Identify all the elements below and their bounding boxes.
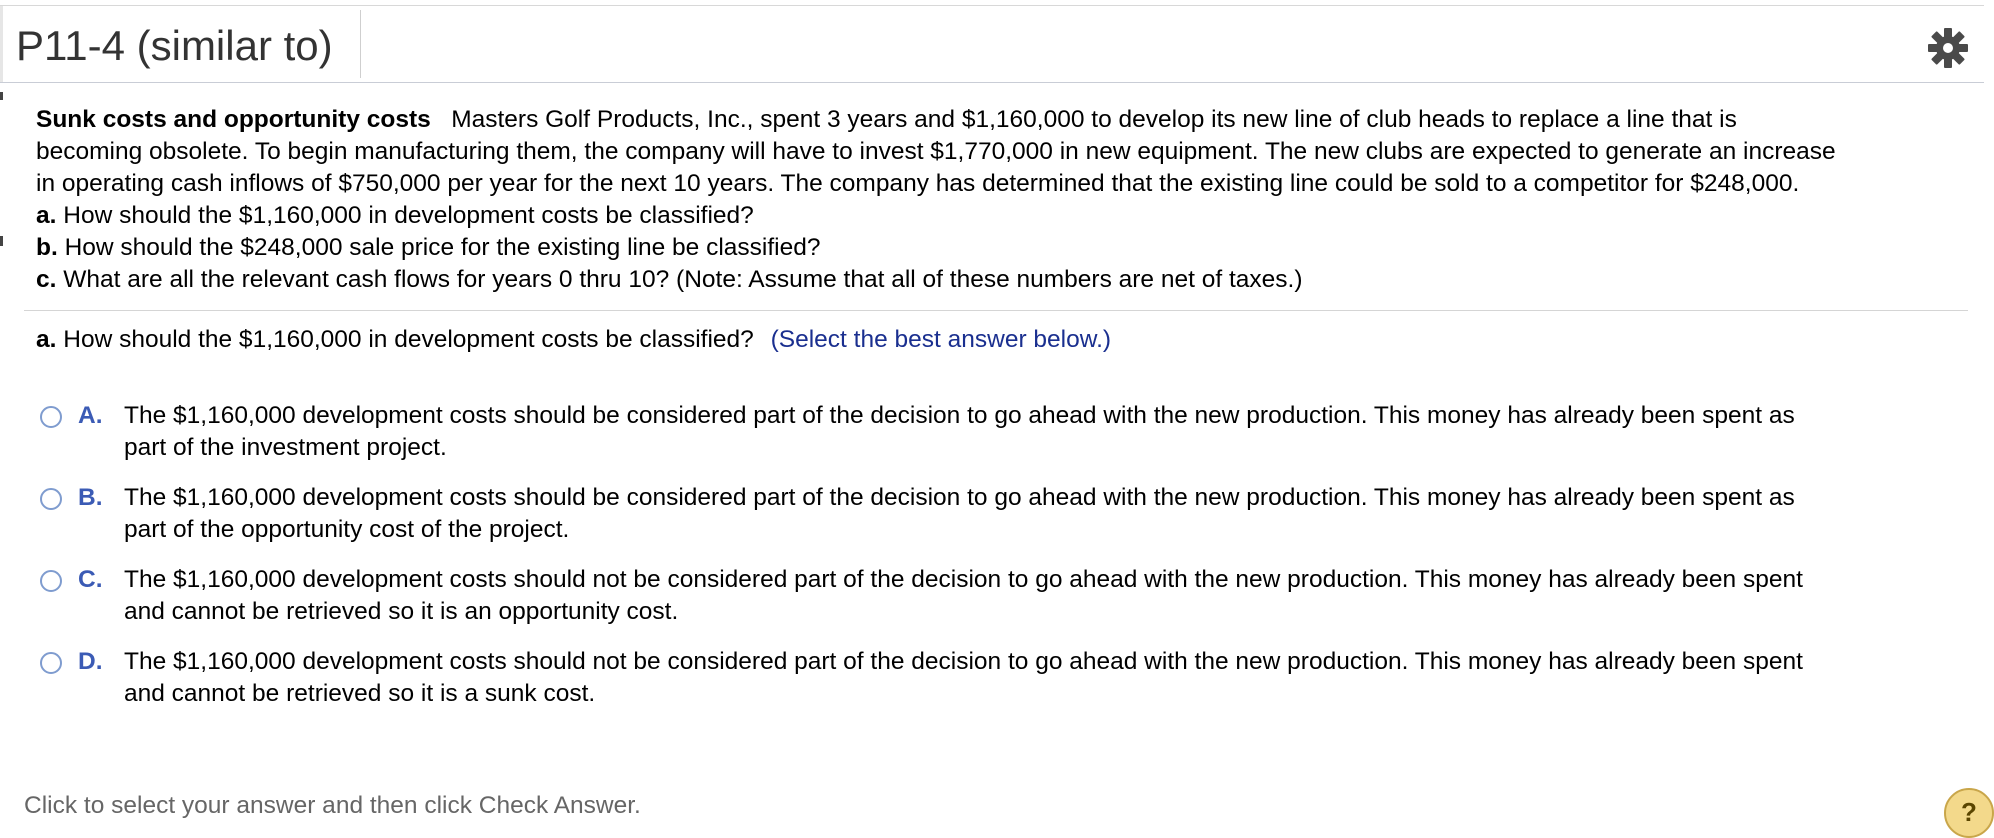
- left-edge-marker: [0, 236, 3, 246]
- option-letter: B.: [78, 484, 103, 511]
- left-edge-marker: [0, 92, 3, 100]
- option-text-line: and cannot be retrieved so it is an opportunity cost.: [124, 598, 679, 625]
- option-text-line: The $1,160,000 development costs should not be considered part of the decision to go ahead with the new production. This money has already been spent: [124, 566, 1803, 593]
- option-text-line: part of the opportunity cost of the project.: [124, 516, 570, 543]
- answer-options: [36, 400, 1956, 728]
- page-title: P11-4 (similar to): [16, 22, 333, 69]
- option-letter: C.: [78, 566, 103, 593]
- option-text-line: The $1,160,000 development costs should be considered part of the decision to go ahead with the new production. This money has already been spent as: [124, 402, 1795, 429]
- problem-heading: Sunk costs and opportunity costs: [36, 106, 431, 133]
- option-c[interactable]: [36, 564, 1956, 646]
- problem-text: Masters Golf Products, Inc., spent 3 years and $1,160,000 to develop its new line of club heads to replace a line that is: [451, 106, 1737, 133]
- radio-button[interactable]: [40, 406, 62, 428]
- problem-line: [36, 104, 1956, 136]
- part-text: What are all the relevant cash flows for years 0 thru 10? (Note: Assume that all of these numbers are net of taxes.): [63, 266, 1303, 293]
- title-divider: [360, 10, 361, 78]
- option-b[interactable]: [36, 482, 1956, 564]
- problem-statement: [36, 104, 1956, 296]
- section-divider: [24, 310, 1968, 311]
- option-text[interactable]: [124, 646, 1944, 710]
- option-letter: A.: [78, 402, 103, 429]
- question-prompt: [36, 324, 1111, 356]
- part-letter: b.: [36, 234, 58, 261]
- title-bar: [0, 6, 1984, 83]
- title-left-strip: [0, 6, 3, 82]
- radio-button[interactable]: [40, 488, 62, 510]
- option-text-line: and cannot be retrieved so it is a sunk cost.: [124, 680, 596, 707]
- part-letter: c.: [36, 266, 57, 293]
- part-text: How should the $248,000 sale price for the existing line be classified?: [64, 234, 821, 261]
- option-d[interactable]: [36, 646, 1956, 728]
- question-text: How should the $1,160,000 in development costs be classified?: [63, 326, 754, 353]
- option-text[interactable]: [124, 400, 1944, 464]
- problem-part-c: [36, 264, 1956, 296]
- part-letter: a.: [36, 202, 57, 229]
- part-text: How should the $1,160,000 in development costs be classified?: [63, 202, 754, 229]
- radio-button[interactable]: [40, 652, 62, 674]
- problem-part-a: [36, 200, 1956, 232]
- option-letter: D.: [78, 648, 103, 675]
- problem-line: becoming obsolete. To begin manufacturing them, the company will have to invest $1,770,000 in new equipment. The new clubs are expected to generate an increase: [36, 138, 1836, 165]
- option-text[interactable]: [124, 482, 1944, 546]
- option-text[interactable]: [124, 564, 1944, 628]
- problem-line: in operating cash inflows of $750,000 per year for the next 10 years. The company has determined that the existing line could be sold to a competitor for $248,000.: [36, 170, 1800, 197]
- radio-button[interactable]: [40, 570, 62, 592]
- option-text-line: The $1,160,000 development costs should not be considered part of the decision to go ahead with the new production. This money has already been spent: [124, 648, 1803, 675]
- gear-icon[interactable]: [1926, 26, 1970, 70]
- footer-instruction: Click to select your answer and then click Check Answer.: [24, 792, 641, 819]
- help-icon[interactable]: ?: [1944, 788, 1994, 838]
- question-hint: (Select the best answer below.): [770, 326, 1112, 353]
- option-text-line: part of the investment project.: [124, 434, 447, 461]
- problem-part-b: [36, 232, 1956, 264]
- option-text-line: The $1,160,000 development costs should be considered part of the decision to go ahead with the new production. This money has already been spent as: [124, 484, 1795, 511]
- question-letter: a.: [36, 326, 57, 353]
- option-a[interactable]: [36, 400, 1956, 482]
